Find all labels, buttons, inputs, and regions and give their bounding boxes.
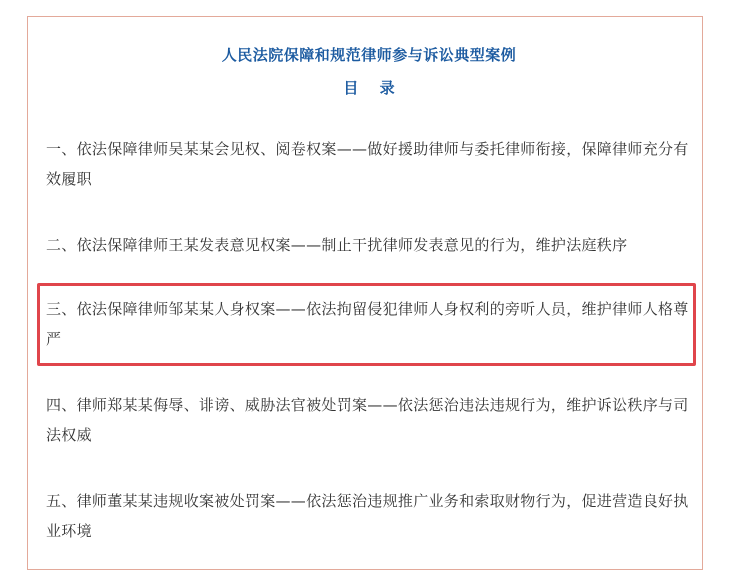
table-of-contents-heading: 目 录	[343, 79, 403, 97]
toc-entry-4: 四、律师郑某某侮辱、诽谤、威胁法官被处罚案——依法惩治违法违规行为，维护诉讼秩序与司法权威	[46, 396, 689, 444]
document-title: 人民法院保障和规范律师参与诉讼典型案例	[221, 46, 517, 64]
toc-entry-2: 二、依法保障律师王某发表意见权案——制止干扰律师发表意见的行为，维护法庭秩序	[46, 236, 628, 254]
toc-entry-5: 五、律师董某某违规收案被处罚案——依法惩治违规推广业务和索取财物行为，促进营造良好执业环境	[46, 492, 689, 540]
toc-entry-1: 一、依法保障律师吴某某会见权、阅卷权案——做好援助律师与委托律师衔接，保障律师充分有效履职	[46, 140, 689, 188]
toc-entry-3: 三、依法保障律师邹某某人身权案——依法拘留侵犯律师人身权利的旁听人员，维护律师人格尊严	[46, 300, 689, 348]
